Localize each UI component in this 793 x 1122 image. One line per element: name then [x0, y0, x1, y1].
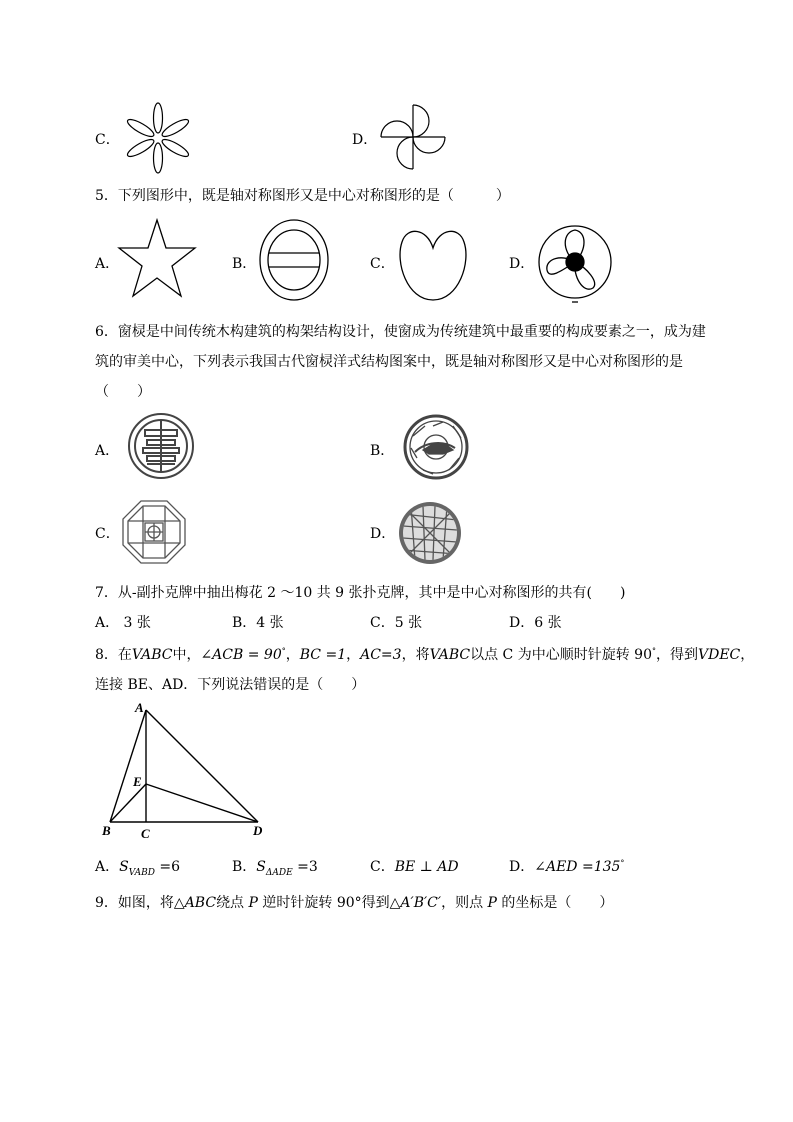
- q5-option-c-heart-oval-figure[interactable]: [397, 220, 469, 304]
- q6-option-c-label: C．: [95, 526, 120, 542]
- q8-label-b: B: [102, 823, 111, 838]
- q8-label-a: A: [135, 700, 144, 715]
- q6-stem-line1: 6．窗棂是中间传统木构建筑的构架结构设计，使窗成为传统建筑中最重要的构成要素之一，成为建: [95, 324, 706, 340]
- q8-label-d: D: [253, 823, 263, 838]
- q8-label-e: E: [133, 774, 142, 789]
- q5-option-b-oval-bar-figure[interactable]: [258, 218, 330, 302]
- q7-option-d[interactable]: D．6 张: [509, 615, 562, 631]
- q7-option-a[interactable]: A． 3 张: [95, 615, 151, 631]
- q8-triangle-figure: [100, 700, 270, 842]
- q7-stem: 7．从-副扑克牌中抽出梅花 2 ～10 共 9 张扑克牌，其中是中心对称图形的共有( ): [95, 585, 626, 601]
- q5-stem: 5．下列图形中，既是轴对称图形又是中心对称图形的是（ ）: [95, 188, 510, 204]
- q8-stem-line1: 8．在VABC中，∠ACB = 90°，BC =1，AC=3，将VABC以点 C 为中心顺时针旋转 90°，得到VDEC，: [95, 646, 755, 663]
- q6-option-d-label: D．: [370, 526, 396, 542]
- q7-option-b[interactable]: B．4 张: [232, 615, 284, 631]
- q4-option-c-flower-figure[interactable]: [120, 100, 196, 176]
- q8-option-c[interactable]: C．BE ⊥ AD: [370, 859, 459, 875]
- q6-stem-line3: （ ）: [95, 384, 151, 400]
- q8-stem-line2: 连接 BE、AD．下列说法错误的是（ ）: [95, 677, 366, 693]
- q8-option-b[interactable]: B．$S_{\Delta ADE} =3$: [232, 859, 318, 878]
- q5-option-b-label: B．: [232, 256, 257, 272]
- q6-option-b-label: B．: [370, 443, 395, 459]
- q4-option-d-label: D．: [352, 132, 378, 148]
- q5-option-c-label: C．: [370, 256, 395, 272]
- q6-option-c-window-figure[interactable]: [121, 499, 187, 565]
- q4-option-d-pinwheel-figure[interactable]: [377, 101, 449, 173]
- q6-option-a-label: A．: [95, 443, 120, 459]
- q6-stem-line2: 筑的审美中心，下列表示我国古代窗棂洋式结构图案中，既是轴对称图形又是中心对称图形的是: [95, 354, 683, 370]
- q5-option-a-label: A．: [95, 256, 120, 272]
- q7-option-c[interactable]: C．5 张: [370, 615, 423, 631]
- q5-option-a-star-figure[interactable]: [117, 218, 197, 300]
- q5-option-d-label: D．: [509, 256, 535, 272]
- q6-option-a-window-figure[interactable]: [127, 412, 195, 480]
- q4-option-c-label: C．: [95, 132, 120, 148]
- q8-option-d[interactable]: D．∠AED =135°: [509, 858, 625, 875]
- q8-label-c: C: [141, 826, 150, 841]
- q9-stem: 9．如图，将△ABC绕点 P 逆时针旋转 90°得到△A′B′C′，则点 P 的坐标是（ ）: [95, 895, 614, 911]
- q6-option-d-window-figure[interactable]: [397, 500, 463, 566]
- q6-option-b-window-figure[interactable]: [403, 414, 469, 480]
- q8-option-a[interactable]: A．$S_{VABD} =6$: [95, 859, 181, 878]
- q5-option-d-fan-figure[interactable]: [537, 220, 613, 306]
